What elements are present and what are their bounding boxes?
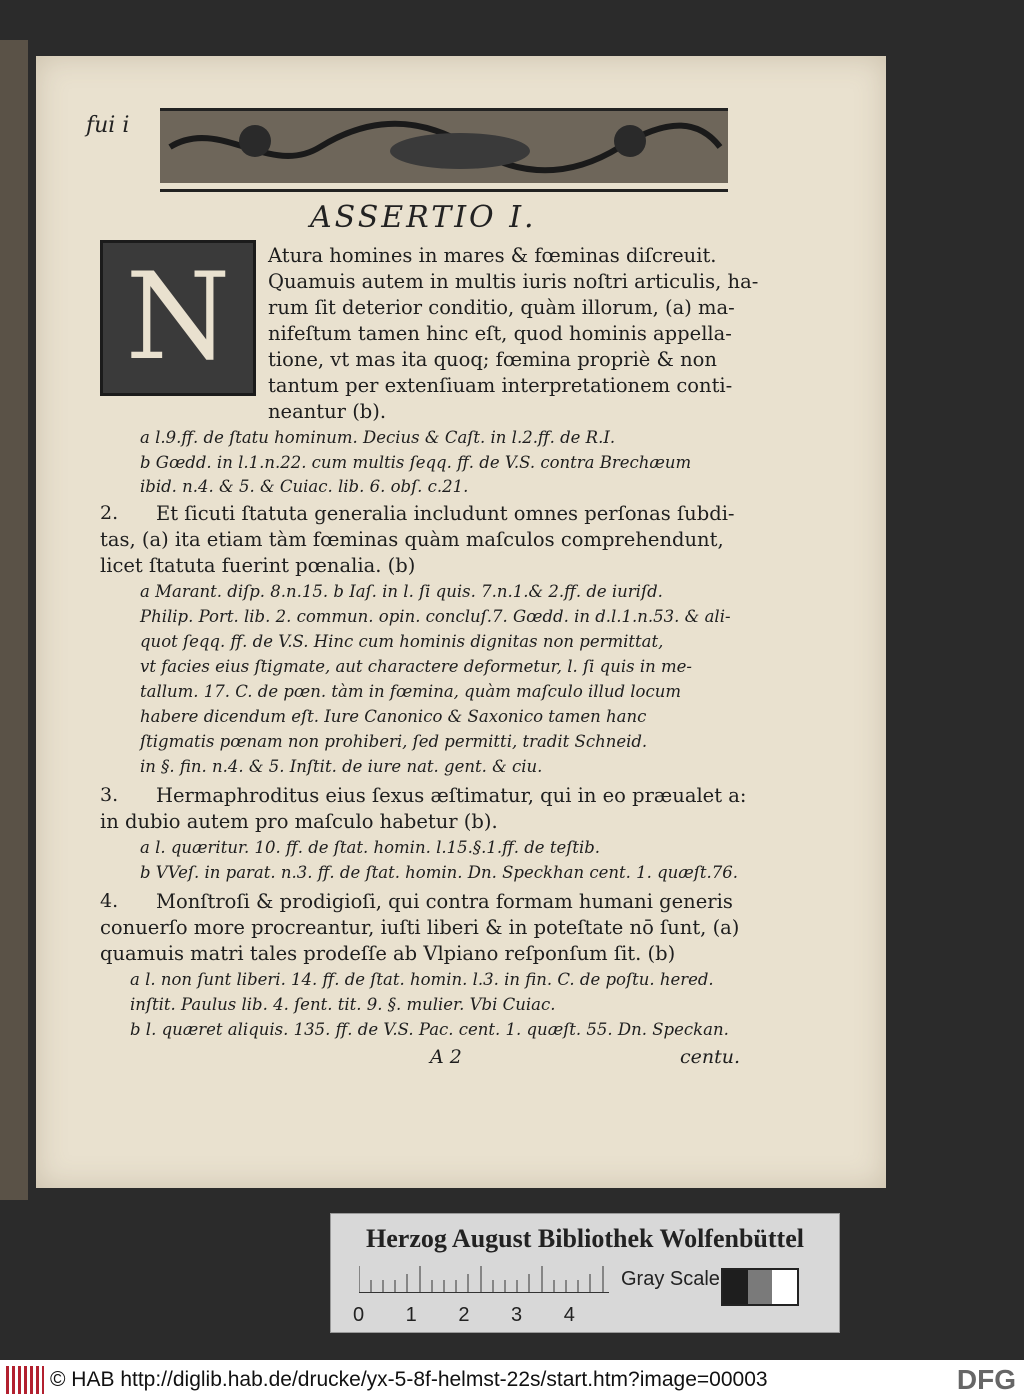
footnote-line: ibid. n.4. & 5. & Cuiac. lib. 6. obſ. c.21. xyxy=(140,477,469,496)
gray-patch-white xyxy=(772,1270,797,1304)
text-line: Hermaphroditus eius ſexus æſtimatur, qui in eo præualet a: xyxy=(156,784,747,807)
dfg-logo: DFG xyxy=(956,1364,1016,1395)
footnote-line: a l. quæritur. 10. ff. de ſtat. homin. l.15.§.1.ff. de teſtib. xyxy=(140,838,601,857)
section-heading: ASSERTIO I. xyxy=(310,200,537,235)
text-line: quamuis matri tales prodeſſe ab Vlpiano reſponſum ſit. (b) xyxy=(100,942,676,965)
copyright-url-text[interactable]: © HAB http://diglib.hab.de/drucke/yx-5-8f-helmst-22s/start.htm?image=00003 xyxy=(50,1368,768,1391)
footnote-line: habere dicendum eſt. Iure Canonico & Saxonico tamen hanc xyxy=(140,707,647,726)
text-line: Quamuis autem in multis iuris noſtri articulis, ha- xyxy=(268,270,759,293)
hab-logo-icon xyxy=(6,1366,44,1394)
text-line: Atura homines in mares & fœminas diſcreuit. xyxy=(268,244,717,267)
footnote-line: b Gœdd. in l.1.n.22. cum multis ſeqq. ff. de V.S. contra Brechæum xyxy=(140,453,692,472)
library-name: Herzog August Bibliothek Wolfenbüttel xyxy=(366,1224,804,1253)
gray-patch-mid xyxy=(748,1270,773,1304)
gray-patch-black xyxy=(723,1270,748,1304)
gray-scale-label: Gray Scale xyxy=(621,1268,720,1290)
text-line: Monſtroſi & prodigioſi, qui contra formam humani generis xyxy=(156,890,733,913)
text-line: rum ſit deterior conditio, quàm illorum, (a) ma- xyxy=(268,296,735,319)
measurement-ruler xyxy=(359,1266,609,1293)
left-page-catchword: fui i xyxy=(86,113,130,138)
text-line: tas, (a) ita etiam tàm fœminas quàm maſculos comprehendunt, xyxy=(100,528,724,551)
gray-scale-patches xyxy=(721,1268,799,1306)
footnote-line: vt facies eius ſtigmate, aut charactere deformetur, l. ſi quis in me- xyxy=(140,657,692,676)
ornamental-headpiece xyxy=(160,108,728,192)
footnote-line: a Marant. diſp. 8.n.15. b Iaſ. in l. ſi quis. 7.n.1.& 2.ff. de iuriſd. xyxy=(140,582,663,601)
text-line: conuerſo more procreantur, iuſti liberi & in poteſtate nō ſunt, (a) xyxy=(100,916,740,939)
text-line: tantum per extenſiuam interpretationem conti- xyxy=(268,374,733,397)
initial-letter: N xyxy=(125,248,231,387)
text-line: neantur (b). xyxy=(268,400,387,423)
footnote-line: Philip. Port. lib. 2. commun. opin. concluſ.7. Gœdd. in d.l.1.n.53. & ali- xyxy=(140,607,731,626)
footnote-line: tallum. 17. C. de pœn. tàm in fœmina, quàm maſculo illud locum xyxy=(140,682,681,701)
text-line: nifeſtum tamen hinc eſt, quod hominis appella- xyxy=(268,322,732,345)
paragraph-number: 2. xyxy=(100,502,119,524)
catchword: centu. xyxy=(680,1046,741,1068)
footnote-line: a l. non ſunt liberi. 14. ff. de ſtat. homin. l.3. in fin. C. de poſtu. hered. xyxy=(130,970,714,989)
ruler-ticks-icon xyxy=(359,1266,609,1292)
footnote-line: quot ſeqq. ff. de V.S. Hinc cum hominis dignitas non permittat, xyxy=(140,632,664,651)
footnote-line: in §. fin. n.4. & 5. Inſtit. de iure nat. gent. & ciu. xyxy=(140,757,543,776)
footer-bar xyxy=(0,1360,1024,1400)
footnote-line: ſtigmatis pœnam non prohiberi, ſed permitti, tradit Schneid. xyxy=(140,732,648,751)
text-line: in dubio autem pro maſculo habetur (b). xyxy=(100,810,498,833)
text-line: tione, vt mas ita quoq; fœmina propriè & non xyxy=(268,348,717,371)
color-reference-card xyxy=(330,1213,840,1333)
text-line: licet ſtatuta fuerint pœnalia. (b) xyxy=(100,554,416,577)
text-line: Et ſicuti ſtatuta generalia includunt omnes perſonas ſubdi- xyxy=(156,502,735,525)
footnote-line: b l. quæret aliquis. 135. ff. de V.S. Pac. cent. 1. quæſt. 55. Dn. Speckan. xyxy=(130,1020,729,1039)
ruler-numbers: 0 1 2 3 4 xyxy=(353,1304,575,1326)
paragraph-number: 4. xyxy=(100,890,119,912)
footnote-line: a l.9.ff. de ſtatu hominum. Decius & Caſt. in l.2.ff. de R.I. xyxy=(140,428,616,447)
signature-mark: A 2 xyxy=(430,1046,462,1068)
decorated-initial xyxy=(100,240,256,396)
footnote-line: inſtit. Paulus lib. 4. ſent. tit. 9. §. mulier. Vbi Cuiac. xyxy=(130,995,556,1014)
paragraph-number: 3. xyxy=(100,784,119,806)
headpiece-ornament-icon xyxy=(160,111,728,183)
footnote-line: b VVeſ. in parat. n.3. ff. de ſtat. homin. Dn. Speckhan cent. 1. quæſt.76. xyxy=(140,863,738,882)
previous-page-edge xyxy=(0,40,28,1200)
